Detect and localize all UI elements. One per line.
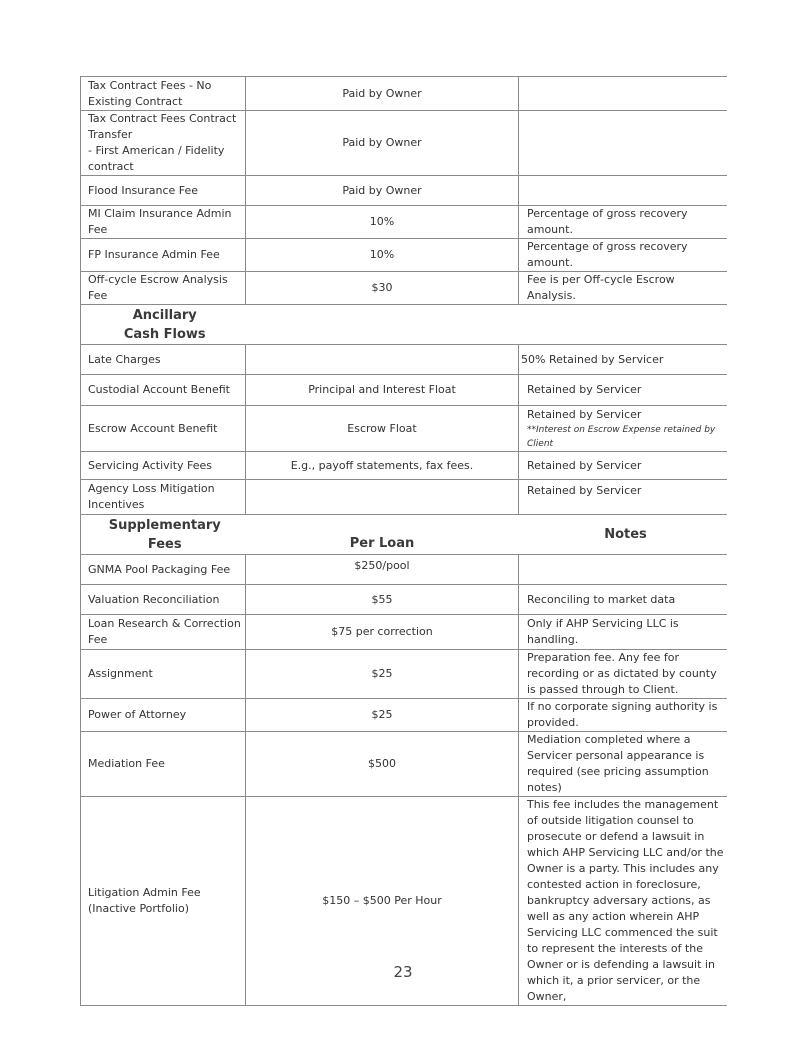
table-row: [81, 480, 727, 515]
fee-amount: $75 per correction: [246, 615, 519, 650]
fee-note: Percentage of gross recovery amount.: [519, 206, 727, 239]
column-header-notes: Notes: [604, 526, 647, 542]
section-title: [81, 305, 246, 345]
fee-note: [519, 111, 727, 176]
fee-amount: Paid by Owner: [246, 77, 519, 111]
section-header-supplementary: [81, 515, 727, 555]
fee-name: Valuation Reconciliation: [81, 585, 246, 615]
fee-name: Power of Attorney: [81, 699, 246, 732]
fee-name: Servicing Activity Fees: [81, 452, 246, 480]
fee-amount: $500: [246, 732, 519, 797]
fee-note: [519, 176, 727, 206]
fee-name-line: Tax Contract Fees Contract Transfer: [88, 112, 237, 141]
fee-note: Retained by Servicer: [519, 375, 727, 406]
fee-note-main: Retained by Servicer: [527, 407, 642, 421]
fee-amount: $55: [246, 585, 519, 615]
fee-note: [519, 77, 727, 111]
page-number: 23: [393, 963, 413, 981]
fee-amount: 10%: [246, 239, 519, 272]
fee-name: Agency Loss Mitigation Incentives: [81, 480, 246, 515]
fee-amount: Escrow Float: [246, 406, 519, 452]
fee-note: 50% Retained by Servicer: [519, 345, 727, 375]
fee-note: Fee is per Off-cycle Escrow Analysis.: [519, 272, 727, 305]
fee-amount: $250/pool: [246, 555, 519, 585]
fee-note: Preparation fee. Any fee for recording or as dictated by county is passed through to Client.: [519, 650, 727, 699]
fee-note: Only if AHP Servicing LLC is handling.: [519, 615, 727, 650]
fee-name: Mediation Fee: [81, 732, 246, 797]
fee-note: Retained by Servicer: [519, 452, 727, 480]
fee-amount: Principal and Interest Float: [246, 375, 519, 406]
fee-amount: Paid by Owner: [246, 111, 519, 176]
fee-name: [81, 111, 246, 176]
column-header-per-loan: Per Loan: [349, 536, 415, 551]
table-row: [81, 615, 727, 650]
section-title-line: Supplementary: [108, 517, 221, 533]
fee-name: Flood Insurance Fee: [81, 176, 246, 206]
fee-note: If no corporate signing authority is provided.: [519, 699, 727, 732]
fee-name: Custodial Account Benefit: [81, 375, 246, 406]
fee-schedule-table: [80, 76, 727, 1006]
table-row: [81, 77, 727, 111]
table-row: [81, 650, 727, 699]
fee-name: Litigation Admin Fee (Inactive Portfolio): [81, 797, 246, 1006]
table-row: [81, 375, 727, 406]
fee-note: Percentage of gross recovery amount.: [519, 239, 727, 272]
fee-name: GNMA Pool Packaging Fee: [81, 555, 246, 585]
fee-amount: $30: [246, 272, 519, 305]
fee-amount: $25: [246, 699, 519, 732]
fee-name: Escrow Account Benefit: [81, 406, 246, 452]
fee-name: Tax Contract Fees - No Existing Contract: [81, 77, 246, 111]
fee-name: Loan Research & Correction Fee: [81, 615, 246, 650]
table-row: [81, 585, 727, 615]
fee-name: FP Insurance Admin Fee: [81, 239, 246, 272]
fee-note-sub: **Interest on Escrow Expense retained by Client: [527, 424, 716, 449]
section-title-line: Cash Flows: [123, 326, 206, 342]
fee-amount: E.g., payoff statements, fax fees.: [246, 452, 519, 480]
table-row: [81, 555, 727, 585]
fee-amount: [246, 345, 519, 375]
fee-note: This fee includes the management of outside litigation counsel to prosecute or defend a lawsuit in which AHP Servicing LLC and/or the Owner is a party. This includes any contested action in foreclosure, bankruptcy adversary actions, as well as any action wherein AHP Servicing LLC commenced the suit to represent the interests of the Owner or is defending a lawsuit in which it, a prior servicer, or the Owner,: [519, 797, 727, 1006]
table-row: [81, 176, 727, 206]
table-row: [81, 206, 727, 239]
table-row: [81, 406, 727, 452]
section-title-line: Ancillary: [132, 307, 197, 323]
table-row: [81, 272, 727, 305]
section-title: [81, 515, 246, 555]
table-row: [81, 699, 727, 732]
table-row: [81, 239, 727, 272]
fee-note: Reconciling to market data: [519, 585, 727, 615]
fee-amount: $150 – $500 Per Hour: [246, 797, 519, 1006]
fee-note: Mediation completed where a Servicer personal appearance is required (see pricing assumption notes): [519, 732, 727, 797]
fee-amount: Paid by Owner: [246, 176, 519, 206]
fee-name: MI Claim Insurance Admin Fee: [81, 206, 246, 239]
fee-amount: [246, 480, 519, 515]
fee-name: Late Charges: [81, 345, 246, 375]
fee-name-line: - First American / Fidelity contract: [88, 144, 225, 173]
fee-note: [519, 555, 727, 585]
fee-note: Retained by Servicer: [519, 480, 727, 515]
section-header-ancillary: [81, 305, 727, 345]
table-row: [81, 111, 727, 176]
fee-amount: 10%: [246, 206, 519, 239]
fee-name: Assignment: [81, 650, 246, 699]
fee-note: [519, 406, 727, 452]
fee-amount: $25: [246, 650, 519, 699]
table-row: [81, 732, 727, 797]
table-row: [81, 452, 727, 480]
fee-name: Off-cycle Escrow Analysis Fee: [81, 272, 246, 305]
section-title-line: Fees: [147, 536, 182, 552]
table-row: [81, 345, 727, 375]
